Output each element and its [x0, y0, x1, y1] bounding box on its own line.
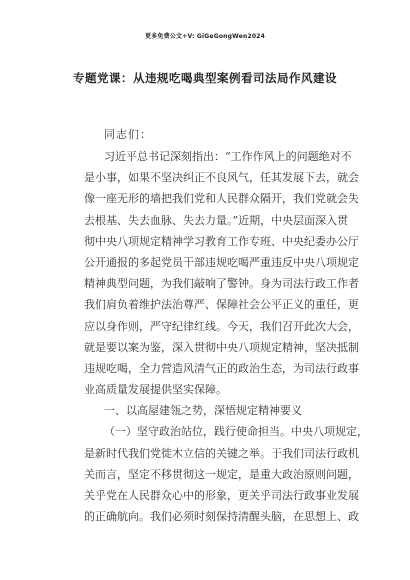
document-title: 专题党课：从违规吃喝典型案例看司法局作风建设 [73, 71, 337, 85]
body-line: 是新时代我们党徙木立信的关键之举。于我们司法行政机 [84, 446, 359, 460]
body-line: 的正确航向。我们必须时刻保持清醒头脑，在思想上、政 [84, 510, 359, 524]
body-line: 习近平总书记深刻指出：“工作作风上的问题绝对不 [104, 150, 352, 163]
section-heading: 一、以高屋建瓴之势，深悟规定精神要义 [104, 404, 302, 418]
body-line: 违规吃喝，全力营造风清气正的政治生态，为司法行政事 [84, 361, 359, 375]
body-line: 关而言，坚定不移贯彻这一规定，是重大政治原则问题， [84, 467, 359, 481]
document-body [84, 146, 368, 527]
body-line: 去根基、失去血脉、失去力量。”近期，中央层面深入贯 [84, 213, 349, 227]
body-line: 像一座无形的墙把我们党和人民群众隔开，我们党就会失 [84, 192, 359, 206]
body-line: （一）坚守政治站位，践行使命担当。中央八项规定， [104, 425, 368, 439]
body-line: 彻中央八项规定精神学习教育工作专班、中央纪委办公厅 [84, 234, 359, 248]
salutation: 同志们： [104, 128, 152, 141]
body-line: 应以身作则，严守纪律红线。今天，我们召开此次大会， [84, 319, 359, 333]
body-line: 业高质量发展提供坚实保障。 [84, 383, 227, 397]
body-line: 就是要以案为鉴，深入贯彻中央八项规定精神，坚决抵制 [84, 340, 359, 354]
body-line: 是小事，如果不坚决纠正不良风气，任其发展下去，就会 [84, 171, 359, 185]
body-line: 精神典型问题，为我们敲响了警钟。身为司法行政工作者 [84, 277, 359, 291]
body-line: 我们肩负着维护法治尊严、保障社会公平正义的重任，更 [84, 298, 359, 312]
header-note: 更多免费公文+V: GiGeGongWen2024 [145, 33, 265, 40]
body-line: 公开通报的多起党员干部违规吃喝严重违反中央八项规定 [84, 255, 359, 269]
body-line: 关乎党在人民群众心中的形象，更关乎司法行政事业发展 [84, 489, 359, 502]
